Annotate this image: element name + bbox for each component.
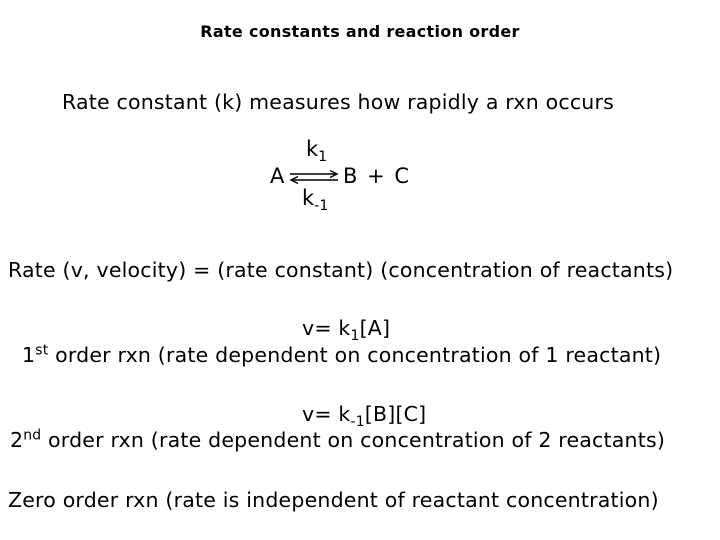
first-order-eq-subscript: 1 <box>350 327 360 344</box>
second-order-ordinal-suffix: nd <box>23 427 42 444</box>
forward-rate-constant <box>306 137 328 165</box>
reverse-k: k <box>302 186 315 210</box>
first-order-description <box>22 343 661 367</box>
zero-order-description: Zero order rxn (rate is independent of reactant concentration) <box>8 488 659 512</box>
forward-k-subscript: 1 <box>318 148 328 165</box>
first-order-eq-suffix: [A] <box>359 316 391 340</box>
second-order-eq-suffix: [B][C] <box>364 402 427 426</box>
equilibrium-arrows-icon <box>288 170 340 184</box>
first-order-eq-prefix: v= k <box>302 316 351 340</box>
first-order-ordinal-suffix: st <box>35 342 49 359</box>
second-order-eq-subscript: -1 <box>350 413 365 430</box>
second-order-description <box>10 428 665 452</box>
rate-definition: Rate (v, velocity) = (rate constant) (concentration of reactants) <box>8 258 674 282</box>
first-order-equation <box>302 316 391 344</box>
second-order-eq-prefix: v= k <box>302 402 351 426</box>
second-order-text: order rxn (rate dependent on concentration of 2 reactants) <box>41 428 666 452</box>
products-b-c: B + C <box>343 164 410 188</box>
reverse-k-subscript: -1 <box>314 197 329 214</box>
reactant-a: A <box>270 164 285 188</box>
intro-text: Rate constant (k) measures how rapidly a rxn occurs <box>62 90 614 114</box>
second-order-equation <box>302 402 427 430</box>
second-order-ordinal-number: 2 <box>10 428 24 452</box>
forward-k: k <box>306 137 319 161</box>
first-order-ordinal-number: 1 <box>22 343 36 367</box>
first-order-text: order rxn (rate dependent on concentration of 1 reactant) <box>48 343 662 367</box>
slide-title: Rate constants and reaction order <box>200 22 520 41</box>
reverse-rate-constant <box>302 186 329 214</box>
